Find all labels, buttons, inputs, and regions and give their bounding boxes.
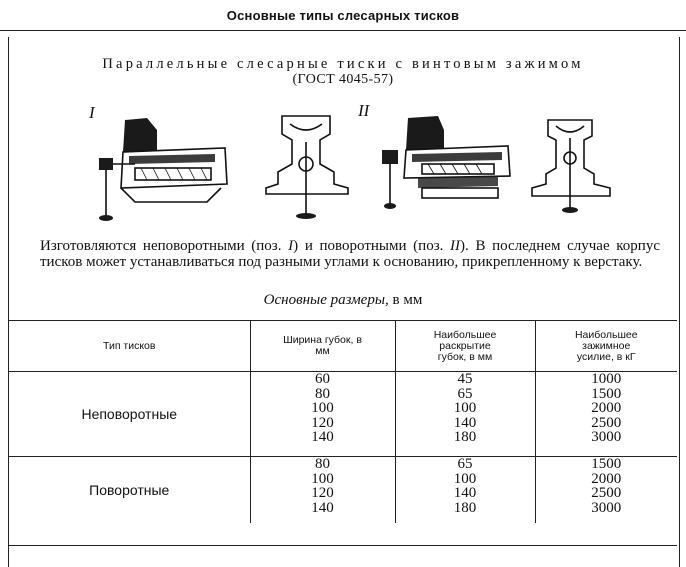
description-text-3: ). В последнем случае корпус тисков может устанавливаться под разными углами к основанию, прикрепленному к верстаку. — [40, 238, 660, 270]
header-vise-type: Тип тисков — [9, 321, 250, 372]
swivel-vise-side-drawing — [378, 112, 518, 222]
table-row — [9, 457, 677, 524]
page-title: Основные типы слесарных тисков — [226, 8, 460, 23]
standard-reference: (ГОСТ 4045-57) — [292, 72, 394, 87]
table-caption-main: Основные размеры, — [263, 292, 389, 308]
table-caption — [0, 292, 686, 309]
header-max-opening: Наибольшее раскрытие губок, в мм — [395, 321, 535, 372]
vise-type-fixed: Неповоротные — [9, 372, 250, 457]
description-paragraph — [40, 238, 660, 270]
description-text-2: ) и поворотными (поз. — [293, 238, 451, 254]
position-ii: II — [450, 238, 461, 254]
table-row — [9, 372, 677, 457]
force-values-swivel: 1500 2000 2500 3000 — [535, 457, 677, 524]
position-i: I — [288, 238, 294, 254]
dimensions-table — [9, 320, 677, 523]
opening-values-swivel: 65 100 140 180 — [395, 457, 535, 524]
vise-type-swivel: Поворотные — [89, 481, 170, 498]
title-rule — [0, 30, 686, 31]
force-values-fixed: 1000 1500 2000 2500 3000 — [535, 372, 677, 457]
swivel-vise-front-drawing — [528, 112, 618, 217]
description-text-1: Изготовляются неповоротными (поз. — [40, 238, 289, 254]
table-header-row — [9, 321, 677, 372]
subtitle: Параллельные слесарные тиски с винтовым зажимом — [102, 56, 584, 72]
table-caption-unit: в мм — [388, 292, 423, 308]
table-bottom-rule — [9, 545, 677, 546]
opening-values-fixed: 45 65 100 140 180 — [395, 372, 535, 457]
header-max-force: Наибольшее зажимное усилие, в кГ — [535, 321, 677, 372]
figure-label-i: I — [89, 103, 95, 122]
figure-label-ii: II — [358, 101, 370, 120]
fixed-vise-side-drawing — [95, 112, 235, 227]
header-jaw-width: Ширина губок, в мм — [250, 321, 395, 372]
width-values-fixed: 60 80 100 120 140 — [250, 372, 395, 457]
fixed-vise-front-drawing — [260, 112, 355, 227]
width-values-swivel: 80 100 120 140 — [250, 457, 395, 524]
